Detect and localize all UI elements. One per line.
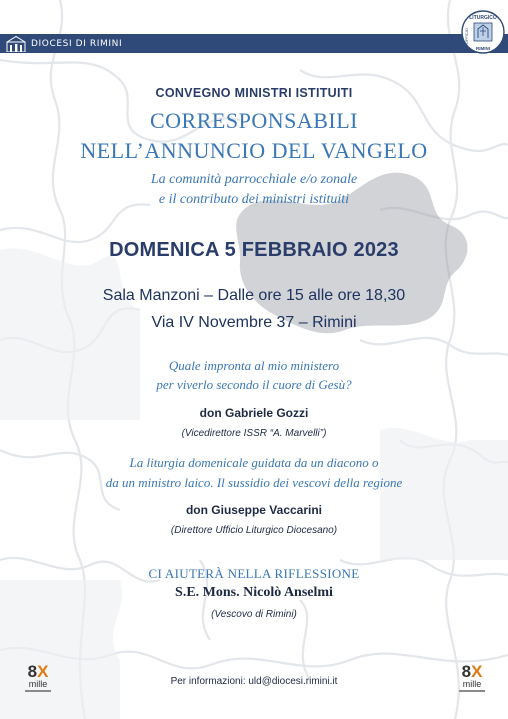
seal-top-text: LITURGICO (469, 15, 497, 21)
talk-1-topic-line-1: Quale impronta al mio ministero (168, 358, 340, 373)
talk-1-topic-line-2: per viverlo secondo il cuore di Gesù? (156, 377, 352, 392)
diocese-name: DIOCESI DI RIMINI (31, 38, 123, 49)
otto-per-mille-word: mille (28, 679, 48, 689)
reflection-speaker: S.E. Mons. Nicolò Anselmi (175, 585, 333, 600)
church-icon (6, 35, 26, 52)
reflection-role: (Vescovo di Rimini) (211, 609, 297, 620)
otto-per-mille-logo-right (456, 664, 488, 694)
talk-1-role: (Vicedirettore ISSR “A. Marvelli”) (181, 428, 327, 439)
logo-underline (25, 690, 51, 692)
seal-bottom-text: RIMINI (476, 46, 490, 51)
otto-per-mille-logo-left (22, 664, 54, 694)
talk-2-speaker: don Giuseppe Vaccarini (185, 503, 323, 517)
header-bar (0, 34, 508, 53)
logo-underline (459, 690, 485, 692)
title-line-2: NELL’ANNUNCIO DEL VANGELO (80, 138, 428, 163)
otto-per-mille-mark: 8X (27, 662, 49, 681)
subtitle-line-2: e il contributo dei ministri istituiti (158, 192, 350, 207)
talk-2-topic-line-1: La liturgia domenicale guidata da un diacono o (129, 455, 379, 470)
ufficio-liturgico-logo (461, 10, 505, 54)
reflection-label: CI AIUTERÀ NELLA RIFLESSIONE (148, 566, 360, 581)
talk-2-topic-line-2: da un ministro laico. Il sussidio dei vescovi della regione (105, 475, 403, 490)
talk-1-speaker: don Gabriele Gozzi (199, 406, 309, 420)
convegno-heading: CONVEGNO MINISTRI ISTITUITI (155, 86, 353, 100)
contact-info: Per informazioni: uld@diocesi.rimini.it (170, 676, 338, 687)
subtitle-line-1: La comunità parrocchiale e/o zonale (150, 172, 358, 187)
otto-per-mille-mark: 8X (461, 662, 483, 681)
title-line-1: CORRESPONSABILI (150, 108, 358, 133)
talk-2-role: (Direttore Ufficio Liturgico Diocesano) (170, 525, 338, 536)
event-date: DOMENICA 5 FEBBRAIO 2023 (109, 239, 399, 261)
event-address: Via IV Novembre 37 – Rimini (151, 314, 357, 331)
event-location-hours: Sala Manzoni – Dalle ore 15 alle ore 18,30 (102, 287, 406, 304)
otto-per-mille-word: mille (462, 679, 482, 689)
seal-left-text: UFFICIO (464, 28, 469, 44)
